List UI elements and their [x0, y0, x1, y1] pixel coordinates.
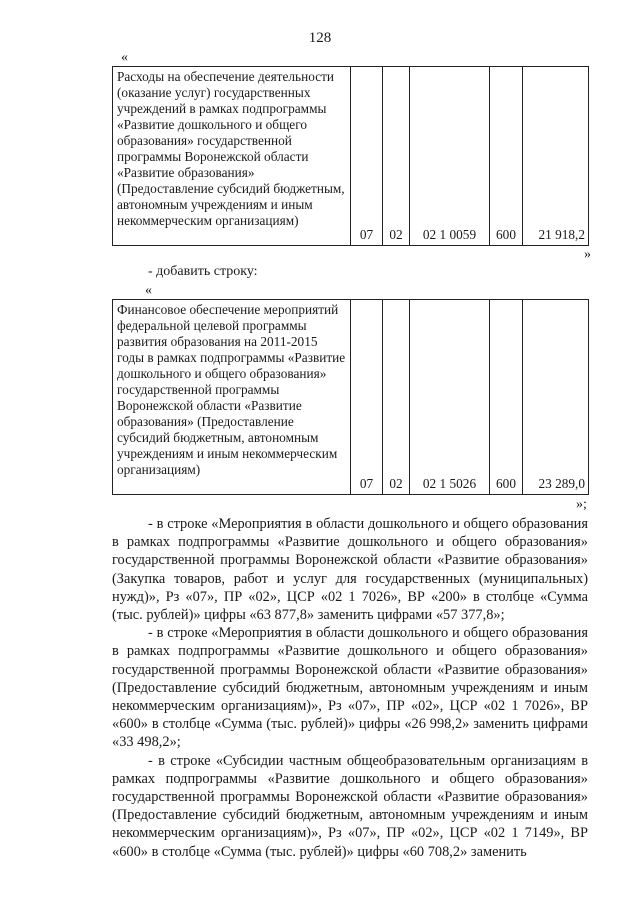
open-quote-1: « — [121, 50, 128, 65]
amount-cell: 21 918,2 — [523, 67, 589, 246]
budget-row-table-1 — [112, 66, 589, 246]
close-quote-1: » — [584, 247, 591, 262]
open-quote-2: « — [145, 283, 152, 298]
pr-cell: 02 — [383, 300, 410, 495]
pr-cell: 02 — [383, 67, 410, 246]
row-description: Расходы на обеспечение деятельности (оказание услуг) государственных учреждений в рамках подпрограммы «Развитие дошкольного и общего образования» государственной программы Воронежской области «Развитие образования» (Предоставление субсидий бюджетным, автономным учреждениям и иным некоммерческим организациям) — [117, 69, 345, 228]
row-description-cell — [113, 67, 351, 246]
amount-cell: 23 289,0 — [523, 300, 589, 495]
budget-row-table-2 — [112, 299, 589, 495]
vr-cell: 600 — [490, 67, 523, 246]
amendment-paragraph: - в строке «Мероприятия в области дошкольного и общего образования в рамках подпрограммы «Развитие дошкольного и общего образования» государственной программы Воронежской области «Развитие образования» (Предоставление субсидий бюджетным, автономным учреждениям и иным некоммерческим организациям)», Рз «07», ПР «02», ЦСР «02 1 7026», ВР «600» в столбце «Сумма (тыс. рублей)» цифры «26 998,2» заменить цифрами «33 498,2»; — [112, 625, 588, 751]
amendment-paragraph: - в строке «Мероприятия в области дошкольного и общего образования в рамках подпрограммы «Развитие дошкольного и общего образования» государственной программы Воронежской области «Развитие образования» (Закупка товаров, работ и услуг для государственных (муниципальных) нужд)», Рз «07», ПР «02», ЦСР «02 1 7026», ВР «200» в столбце «Сумма (тыс. рублей)» цифры «63 877,8» заменить цифрами «57 377,8»; — [112, 516, 588, 624]
rz-cell: 07 — [351, 67, 383, 246]
close-quote-2: »; — [576, 497, 587, 512]
csr-cell: 02 1 5026 — [410, 300, 490, 495]
add-row-instruction: - добавить строку: — [148, 264, 258, 279]
amendment-text — [112, 515, 588, 861]
vr-cell: 600 — [490, 300, 523, 495]
csr-cell: 02 1 0059 — [410, 67, 490, 246]
row-description-cell — [113, 300, 351, 495]
row-description: Финансовое обеспечение мероприятий федеральной целевой программы развития образования на 2011-2015 годы в рамках подпрограммы «Развитие дошкольного и общего образования» государственной программы Воронежской области «Развитие образования» (Предоставление субсидий бюджетным, автономным учреждениям и иным некоммерческим организациям) — [117, 302, 346, 477]
rz-cell: 07 — [351, 300, 383, 495]
page-number: 128 — [308, 30, 332, 46]
amendment-paragraph: - в строке «Субсидии частным общеобразовательным организациям в рамках подпрограммы «Развитие дошкольного и общего образования» государственной программы Воронежской области «Развитие образования» (Предоставление субсидий бюджетным, автономным учреждениям и иным некоммерческим организациям)», Рз «07», ПР «02», ЦСР «02 1 7149», ВР «600» в столбце «Сумма (тыс. рублей)» цифры «60 708,2» заменить — [112, 752, 588, 860]
